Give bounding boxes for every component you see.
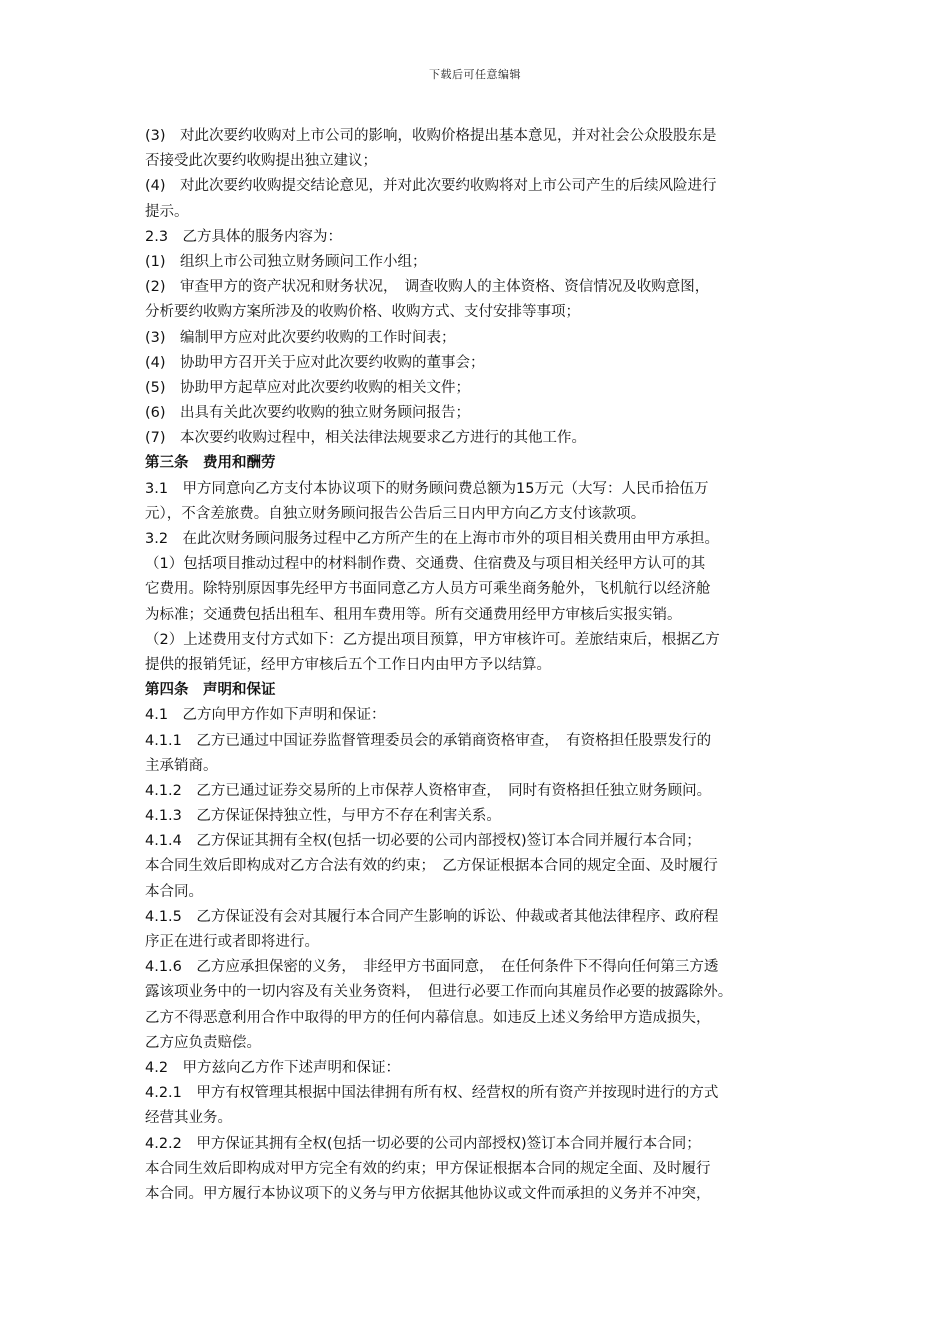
text-line: 本合同生效后即构成对甲方完全有效的约束；甲方保证根据本合同的规定全面、及时履行 xyxy=(145,1160,711,1177)
text-line: 它费用。除特别原因事先经甲方书面同意乙方人员方可乘坐商务舱外，飞机航行以经济舱 xyxy=(145,581,711,598)
text-line: 4.2.2 甲方保证其拥有全权(包括一切必要的公司内部授权)签订本合同并履行本合同； xyxy=(145,1135,701,1152)
text-line: 乙方应负责赔偿。 xyxy=(145,1034,261,1051)
text-line: 4.1.1 乙方已通过中国证券监督管理委员会的承销商资格审查， 有资格担任股票发行的 xyxy=(145,732,712,749)
page-header: 下载后可任意编辑 xyxy=(429,68,521,81)
text-line: 序正在进行或者即将进行。 xyxy=(145,934,319,950)
text-line: 4.2.1 甲方有权管理其根据中国法律拥有所有权、经营权的所有资产并按现时进行的方式 xyxy=(145,1085,719,1102)
text-line: 否接受此次要约收购提出独立建议； xyxy=(145,153,377,170)
text-line: (3) 编制甲方应对此次要约收购的工作时间表； xyxy=(145,329,456,346)
text-line: 4.1.3 乙方保证保持独立性，与甲方不存在利害关系。 xyxy=(145,808,501,825)
text-line: (2) 审查甲方的资产状况和财务状况， 调查收购人的主体资格、资信情况及收购意图， xyxy=(145,279,710,296)
text-line: (7) 本次要约收购过程中，相关法律法规要求乙方进行的其他工作。 xyxy=(145,430,587,447)
text-line: 提供的报销凭证，经甲方审核后五个工作日内由甲方予以结算。 xyxy=(145,656,551,673)
text-line: 本合同。甲方履行本协议项下的义务与甲方依据其他协议或文件而承担的义务并不冲突， xyxy=(145,1185,711,1202)
text-line: 经营其业务。 xyxy=(145,1110,232,1127)
text-line: （2）上述费用支付方式如下：乙方提出项目预算，甲方审核许可。差旅结束后，根据乙方 xyxy=(145,631,720,648)
text-line: (5) 协助甲方起草应对此次要约收购的相关文件； xyxy=(145,379,471,396)
text-line: （1）包括项目推动过程中的材料制作费、交通费、住宿费及与项目相关经甲方认可的其 xyxy=(145,556,706,573)
text-line: 分析要约收购方案所涉及的收购价格、收购方式、支付安排等事项； xyxy=(145,304,580,321)
text-line: 露该项业务中的一切内容及有关业务资料， 但进行必要工作而向其雇员作必要的披露除外。 xyxy=(145,984,733,1001)
text-line: 4.1.2 乙方已通过证券交易所的上市保荐人资格审查， 同时有资格担任独立财务顾问。 xyxy=(145,782,712,799)
text-line: 3.2 在此次财务顾问服务过程中乙方所产生的在上海市市外的项目相关费用由甲方承担。 xyxy=(145,531,720,547)
section-heading: 第三条 费用和酬劳 xyxy=(145,455,276,472)
text-line: 乙方不得恶意利用合作中取得的甲方的任何内幕信息。如违反上述义务给甲方造成损失， xyxy=(145,1009,711,1026)
text-line: 4.1 乙方向甲方作如下声明和保证： xyxy=(145,707,386,724)
text-line: (1) 组织上市公司独立财务顾问工作小组； xyxy=(145,253,427,270)
text-line: 3.1 甲方同意向乙方支付本协议项下的财务顾问费总额为15万元（大写：人民币拾伍万 xyxy=(145,480,709,497)
text-line: (4) 对此次要约收购提交结论意见，并对此次要约收购将对上市公司产生的后续风险进行 xyxy=(145,178,717,195)
text-line: 4.2 甲方兹向乙方作下述声明和保证： xyxy=(145,1059,401,1076)
text-line: 元），不含差旅费。自独立财务顾问报告公告后三日内甲方向乙方支付该款项。 xyxy=(145,505,646,522)
text-line: 4.1.6 乙方应承担保密的义务， 非经甲方书面同意， 在任何条件下不得向任何第三方透 xyxy=(145,959,719,976)
text-line: 主承销商。 xyxy=(145,757,218,774)
text-line: 4.1.5 乙方保证没有会对其履行本合同产生影响的诉讼、仲裁或者其他法律程序、政府程 xyxy=(145,908,719,925)
text-line: 4.1.4 乙方保证其拥有全权(包括一切必要的公司内部授权)签订本合同并履行本合同； xyxy=(145,833,701,850)
text-line: 2.3 乙方具体的服务内容为： xyxy=(145,228,343,245)
text-line: 本合同生效后即构成对乙方合法有效的约束； 乙方保证根据本合同的规定全面、及时履行 xyxy=(145,858,718,875)
section-heading: 第四条 声明和保证 xyxy=(145,682,276,699)
text-line: (3) 对此次要约收购对上市公司的影响，收购价格提出基本意见，并对社会公众股股东是 xyxy=(145,128,717,144)
text-line: 提示。 xyxy=(145,203,189,220)
text-line: 为标准；交通费包括出租车、租用车费用等。所有交通费用经甲方审核后实报实销。 xyxy=(145,606,682,623)
text-line: (6) 出具有关此次要约收购的独立财务顾问报告； xyxy=(145,405,471,422)
text-line: (4) 协助甲方召开关于应对此次要约收购的董事会； xyxy=(145,354,485,371)
text-line: 本合同。 xyxy=(145,883,203,900)
document-body xyxy=(145,124,825,1207)
